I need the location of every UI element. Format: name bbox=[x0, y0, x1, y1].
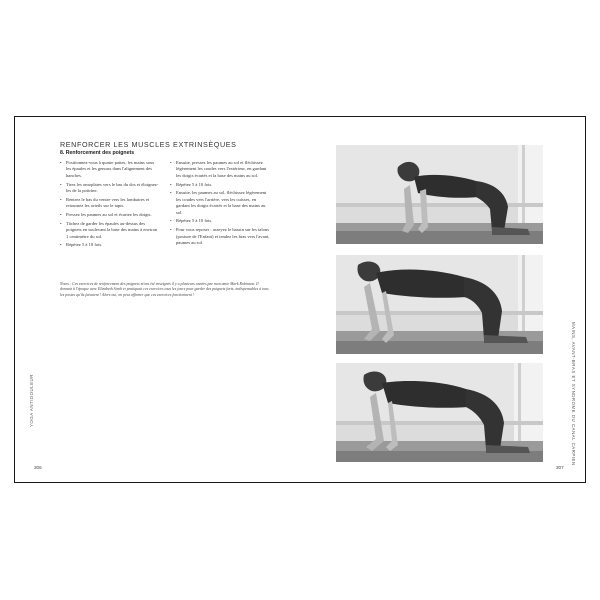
subsection-title: 8. Renforcement des poignets bbox=[60, 150, 135, 156]
notes-paragraph: Notes : Ces exercices de renforcement des poignets m'ont été enseignés il y a plusieurs années par mon amie Mark Robinson. Il donnait à l'époque avec Elizabeth Stroh et pratiquait ces exercices tous les jours pour garder des poignets forts, indispensables à tous les postes qu'ils faisaient ! Alors oui, on peut affirmer que ces exercices fonctionnent ! bbox=[60, 282, 269, 297]
list-item: • Ensuite, pressez les paumes au sol et fléchissez légèrement les coudes vers l'extérieur, en gardant les doigts écartés et la base des mains au sol. bbox=[170, 160, 270, 179]
list-item: • Répétez 5 à 10 fois. bbox=[60, 242, 160, 248]
list-item: • Pour vous reposer : asseyez le bassin sur les talons (posture de l'Enfant) et tendez les bras vers l'avant, paumes au sol. bbox=[170, 227, 270, 246]
exercise-photo-1 bbox=[336, 145, 543, 244]
section-title: RENFORCER LES MUSCLES EXTRINSÈQUES bbox=[60, 140, 237, 149]
page-number-right: 307 bbox=[556, 465, 564, 470]
list-item: • Tirez les omoplates vers le bas du dos et éloignez-les de la poitrine. bbox=[60, 182, 160, 195]
instructions-column-2 bbox=[170, 160, 270, 249]
list-item: • Pressez les paumes au sol et écartez les doigts. bbox=[60, 212, 160, 218]
left-page bbox=[15, 117, 301, 482]
running-head-right: MAINS, AVANT-BRAS ET SYNDROME DU CANAL CARPIEN bbox=[571, 322, 576, 466]
exercise-photo-2 bbox=[336, 255, 543, 354]
list-item: • Positionnez-vous à quatre pattes, les mains sous les épaules et les genoux dans l'alignement des hanches. bbox=[60, 160, 160, 179]
exercise-photo-3 bbox=[336, 363, 543, 462]
page-number-left: 306 bbox=[34, 465, 42, 470]
list-item: • Répétez 5 à 10 fois. bbox=[170, 218, 270, 224]
list-item: • Ensuite, les paumes au sol, fléchissez légèrement les coudes vers l'arrière, vers les cuisses, en gardant les doigts écartés et la base des mains au sol. bbox=[170, 190, 270, 216]
list-item: • Tâchez de garder les épaules au-dessus des poignets en soulevant la base des mains à environ 1 centimètre du sol. bbox=[60, 221, 160, 240]
running-head-left: YOGA ANTIDOULEUR bbox=[29, 374, 34, 427]
instructions-column-1 bbox=[60, 160, 160, 251]
list-item: • Rentrez le bas du ventre vers les lombaires et retournez les orteils sur le tapis. bbox=[60, 197, 160, 210]
book-spread bbox=[14, 116, 586, 483]
right-page bbox=[301, 117, 585, 482]
list-item: • Répétez 5 à 10 fois. bbox=[170, 182, 270, 188]
